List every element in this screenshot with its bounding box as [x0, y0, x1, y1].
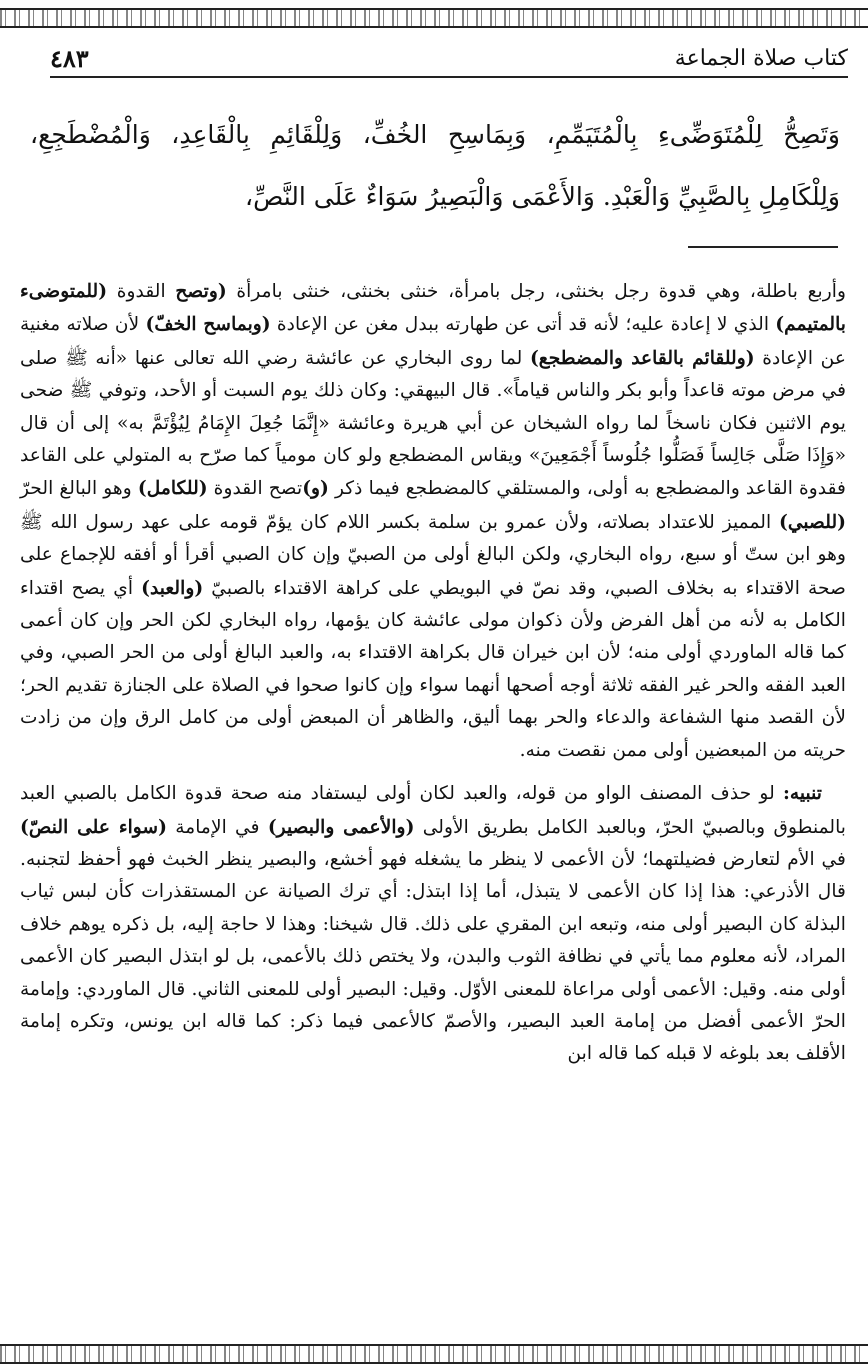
matn-text: وَتَصِحُّ لِلْمُتَوَضِّىءِ بِالْمُتَيَمِّمِ، وَبِمَاسِحِ الخُفِّ، وَلِلْقَائِمِ بِالْقَاعِدِ، وَالْمُضْطَجِعِ، وَلِلْكَامِلِ بِالصَّبِيِّ وَالْعَبْدِ. وَالأَعْمَى وَالْبَصِيرُ سَوَاءٌ عَلَى النَّصِّ،	[30, 120, 840, 211]
bold-quoted-term: (والأعمى والبصير)	[267, 815, 415, 838]
text-run: لو حذف المصنف الواو من قوله، والعبد لكان أولى ليستفاد منه صحة قدوة الكامل بالصبي العبد بالمنطوق وبالصبيّ الحرّ، وبالعبد الكامل بطريق الأولى	[20, 783, 846, 838]
text-run: لأن صلاته مغنية عن الإعادة	[20, 314, 846, 369]
text-run: لما روى البخاري عن عائشة رضي الله تعالى عنها «أنه ﷺ صلى في مرض موته قاعداً وأبو بكر والناس قياماً». قال البيهقي: وكان ذلك يوم السبت أو الأحد، وتوفي ﷺ ضحى يوم الاثنين فكان ناسخاً لما رواه الشيخان عن أبي هريرة وعائشة «إِنَّمَا جُعِلَ الإِمَامُ لِيُؤْتَمَّ به» إلى أن قال «وَإِذَا صَلَّى جَالِساً فَصَلُّوا جُلُوساً أَجْمَعِينَ» ويقاس المضطجع ولو كان مومياً كما صرّح به المتولي على القاعد فقدوة القاعد والمضطجع به أولى، والمستلقي كالمضطجع فيما ذكر	[20, 347, 846, 500]
text-run: القدوة	[107, 281, 176, 302]
bold-quoted-term: (للصبي)	[779, 510, 846, 533]
book-title: كتاب صلاة الجماعة	[674, 45, 848, 71]
commentary-paragraph	[20, 275, 846, 767]
text-run: أي يصح اقتداء الكامل به لأنه من أهل الفرض ولأن ذكوان مولى عائشة كان يؤمها، رواه البخاري لكن الحر وإن كان أعمى كما قاله الماوردي أولى منه؛ لأن ابن خيران قال بكراهة الاقتداء به، والعبد البالغ أولى من الحر الصبي، وفي العبد الفقه والحر غير الفقه ثلاثة أوجه أصحها أنهما سواء وإن كانوا صحوا في الصلاة على الجنازة تقديم الحر؛ لأن القصد منها الشفاعة والدعاء والحر بهما أليق، والظاهر أن المبعض أولى من كامل الرق وإن من زادت حريته من المبعضين أولى ممن نقصت منه.	[20, 577, 846, 761]
bottom-ornamental-border	[0, 1346, 868, 1362]
section-separator	[688, 246, 838, 248]
bold-quoted-term: تنبيه:	[782, 782, 822, 805]
bottom-border-rule	[0, 1362, 868, 1364]
text-run: المميز للاعتداد بصلاته، ولأن عمرو بن سلمة بكسر اللام كان يؤمّ قومه على عهد رسول الله ﷺ وهو ابن ستّ أو سبع، رواه البخاري، ولكن البالغ أولى من الصبيّ وإن كان الصبي أقرأ أو أفقه للإجماع على صحة الاقتداء به بخلاف الصبي، وقد نصّ في البويطي على كراهة الاقتداء بالصبيّ	[20, 511, 846, 599]
text-run: وهو البالغ الحرّ	[20, 478, 138, 500]
top-border-rule	[0, 26, 868, 28]
top-ornamental-border	[0, 10, 868, 26]
page-number: ٤٨٣	[50, 43, 89, 73]
commentary-paragraph-note	[20, 777, 846, 1071]
running-header	[50, 40, 848, 78]
bold-quoted-term: (وبماسح الخفّ)	[145, 313, 271, 336]
text-run: في الأم لتعارض فضيلتهما؛ لأن الأعمى لا ينظر ما يشغله فهو أخشع، والبصير ينظر الخبث فهو أحفظ لتجنبه. قال الأذرعي: هذا إذا كان الأعمى لا يتبذل، أما إذا ابتذل: أي ترك الصيانة عن المستقذرات كأن لبس ثياب البذلة كان البصير أولى منه، وتبعه ابن المقري على ذلك. قال شيخنا: وهذا لا حاجة إليه، بل ذكره يوهم خلاف المراد، لأنه معلوم مما يأتي في نظافة الثوب والبدن، ولا يختص ذلك بالأعمى، بل لو ابتذل البصير كان الأعمى أولى منه. وقيل: الأعمى أولى مراعاة للمعنى الأوّل. وقيل: البصير أولى للمعنى الثاني. قال الماوردي: وإمامة الحرّ الأعمى أفضل من إمامة العبد البصير، والأصمّ كالأعمى فيما ذكر: كما قاله ابن يونس، وتكره إمامة الأقلف بعد بلوغه لا قبله كما قاله ابن	[20, 848, 846, 1065]
bold-quoted-term: (سواء على النصّ)	[20, 815, 167, 838]
text-run: في الإمامة	[166, 816, 268, 838]
commentary-body	[20, 275, 846, 1071]
text-run: الذي لا إعادة عليه؛ لأنه قد أتى عن طهارته ببدل مغن عن الإعادة	[270, 314, 776, 336]
bold-quoted-term: (للمتوضىء بالمتيمم)	[20, 280, 847, 336]
bold-quoted-term: (للكامل)	[137, 477, 208, 500]
bold-quoted-term: (و)	[302, 477, 329, 500]
text-run: وأربع باطلة، وهي قدوة رجل بخنثى، رجل بامرأة، خنثى بخنثى، خنثى بامرأة	[226, 281, 846, 302]
text-run: تصح القدوة	[207, 478, 303, 500]
bold-quoted-term: (والعبد)	[141, 576, 204, 599]
bold-quoted-term: (وتصح	[175, 280, 227, 302]
bold-quoted-term: (وللقائم بالقاعد والمضطجع)	[529, 346, 755, 369]
